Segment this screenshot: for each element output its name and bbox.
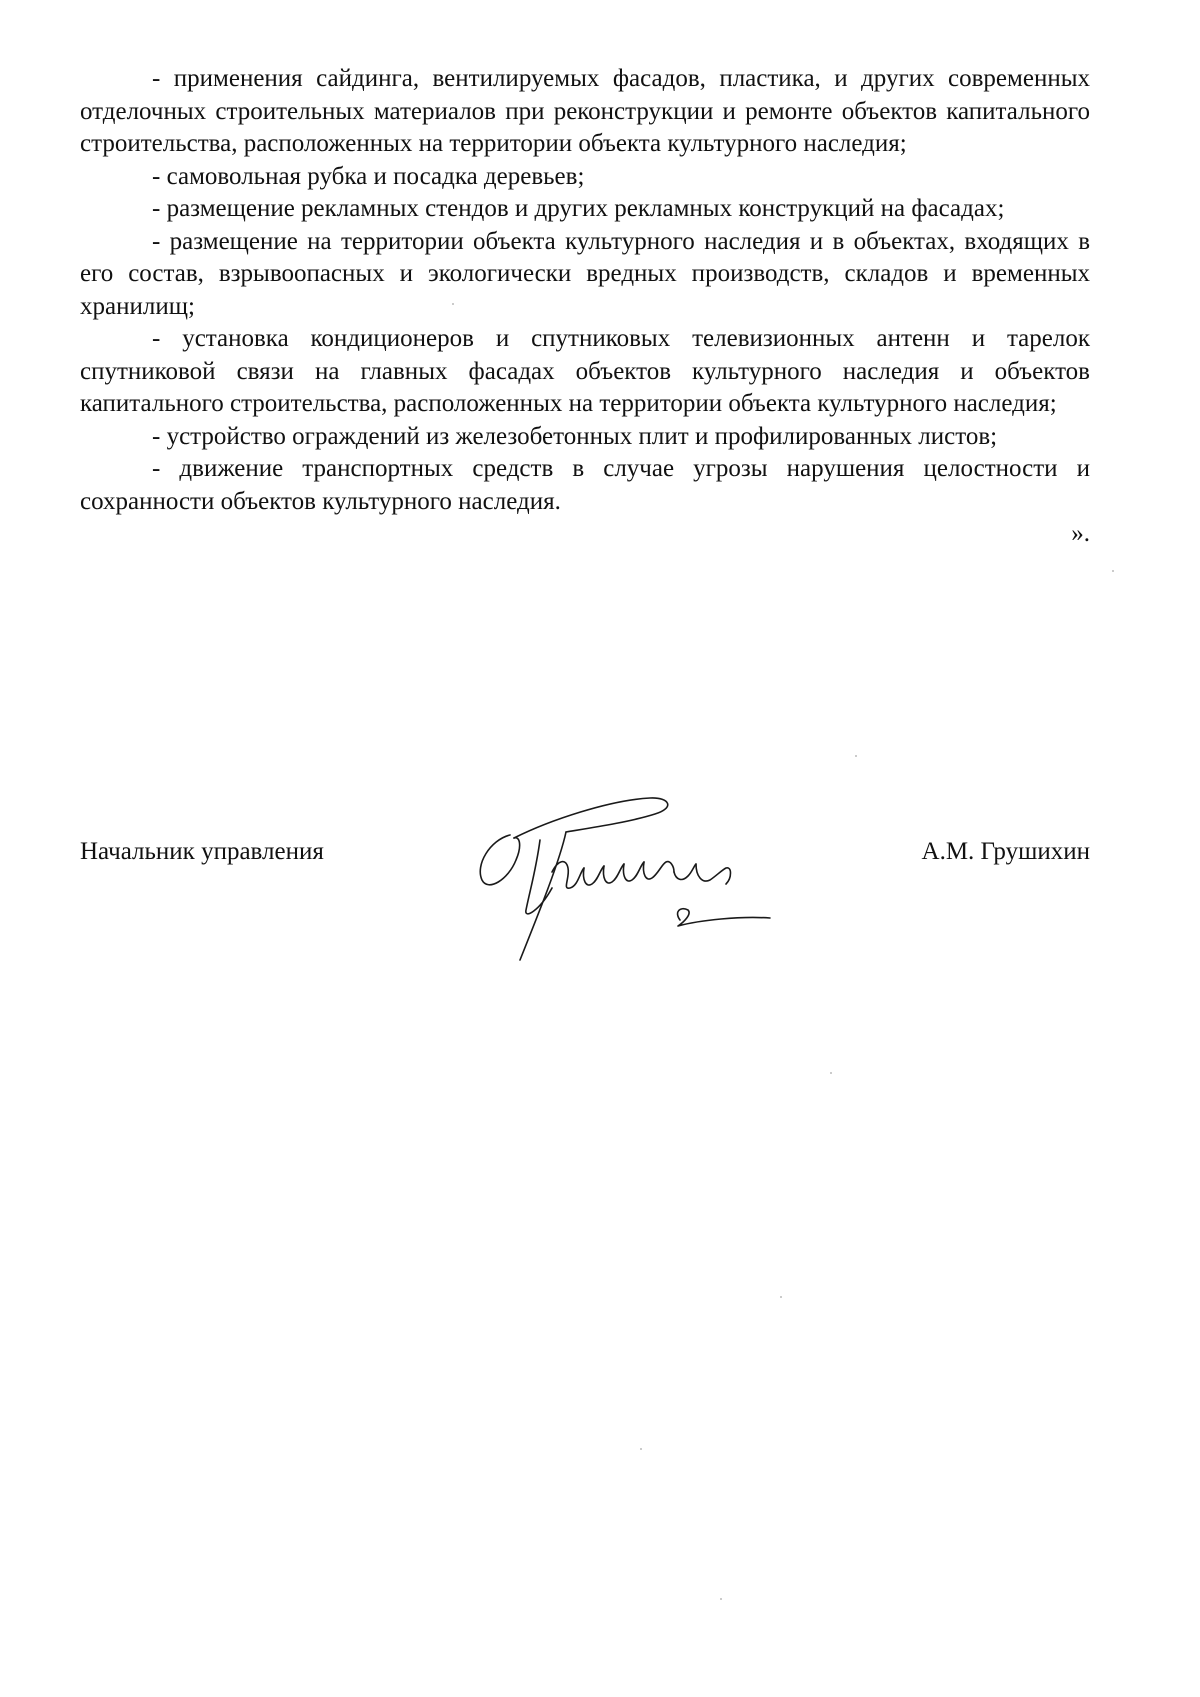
paragraph-tree-cutting: - самовольная рубка и посадка деревьев;	[152, 162, 585, 190]
paragraph-traffic: - движение транспортных средств в случае угрозы нарушения целостности и сохранности объектов культурного наследия.	[80, 455, 1090, 515]
paragraph-hazardous-production: - размещение на территории объекта культурного наследия и в объектах, входящих в его состав, взрывоопасных и экологически вредных производств, складов и временных хранилищ;	[80, 227, 1090, 320]
signatory-title: Начальник управления	[80, 838, 324, 865]
handwritten-signature	[470, 780, 790, 980]
scan-speck	[720, 1598, 722, 1600]
scan-speck	[780, 1296, 782, 1298]
scan-speck	[1112, 570, 1114, 572]
scan-speck	[640, 1448, 642, 1450]
scan-speck	[452, 303, 454, 305]
scan-speck	[830, 1072, 832, 1074]
paragraph-fences: - устройство ограждений из железобетонных плит и профилированных листов;	[152, 422, 998, 450]
scan-speck	[855, 755, 857, 757]
closing-quote-mark: ».	[1071, 520, 1090, 547]
paragraph-siding: - применения сайдинга, вентилируемых фасадов, пластика, и других современных отделочных строительных материалов при реконструкции и ремонте объектов капитального строительства, расположенных на территории объекта культурного наследия;	[80, 65, 1090, 157]
document-body	[80, 63, 1090, 551]
paragraph-antennas: - установка кондиционеров и спутниковых телевизионных антенн и тарелок спутниковой связи на главных фасадах объектов культурного наследия и объектов капитального строительства, расположенных на территории объекта культурного наследия;	[80, 325, 1090, 417]
paragraph-advertising: - размещение рекламных стендов и других рекламных конструкций на фасадах;	[152, 195, 1005, 222]
signatory-name: А.М. Грушихин	[921, 838, 1090, 865]
